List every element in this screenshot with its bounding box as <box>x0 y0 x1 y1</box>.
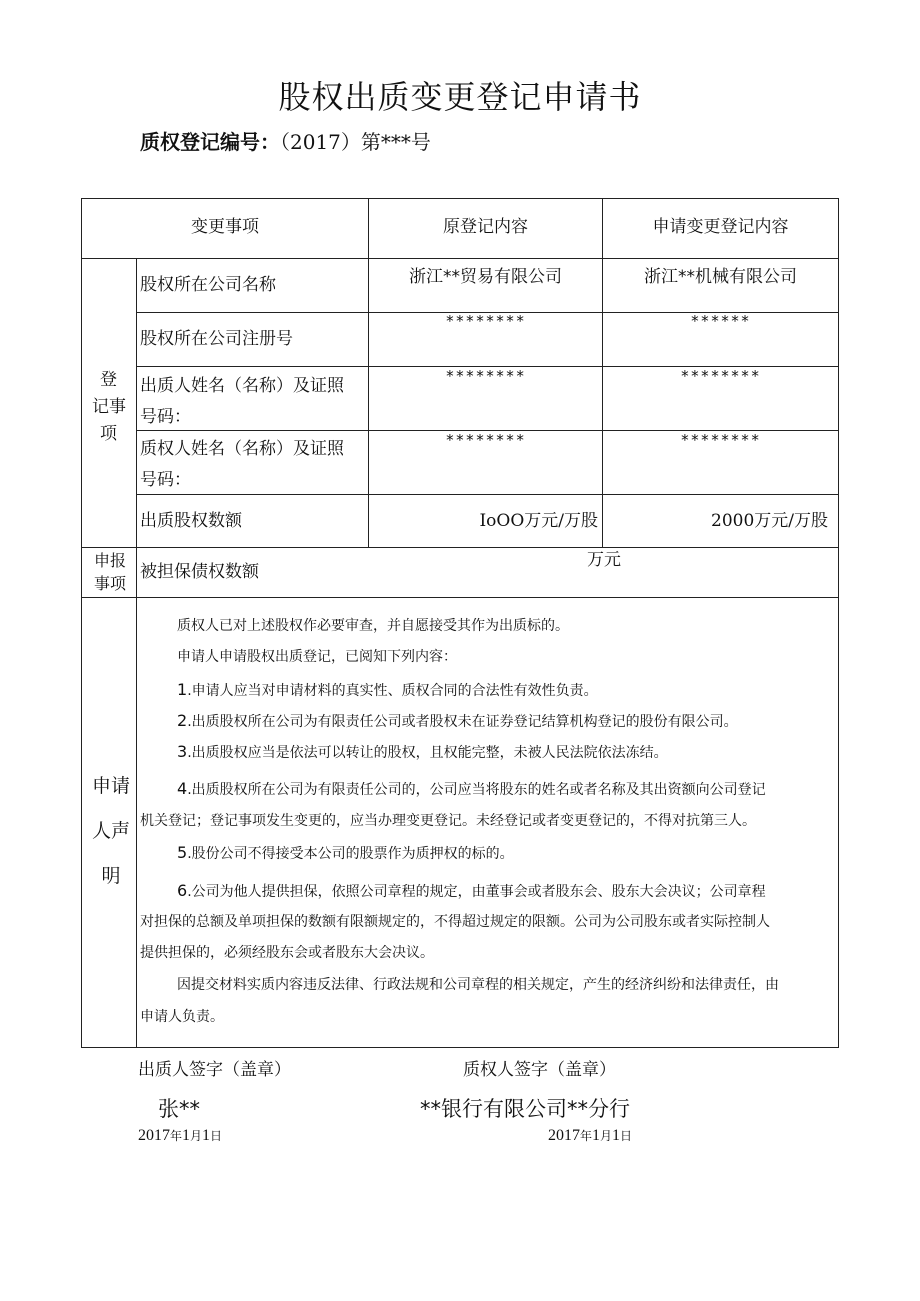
declaration-item-4-cont: 机关登记；登记事项发生变更的，应当办理变更登记。未经登记或者变更登记的，不得对抗第三人。 <box>140 813 756 829</box>
declaration-item-5: 5.股份公司不得接受本公司的股票作为质押权的标的。 <box>177 843 514 862</box>
declaration-item-3: 3.出质股权应当是依法可以转让的股权，且权能完整，未被人民法院依法冻结。 <box>177 742 668 761</box>
declaration-item-6: 6.公司为他人提供担保，依照公司章程的规定，由董事会或者股东会、股东大会决议；公司章程 <box>177 881 766 900</box>
row-pledged-amount-change: 2000万元/万股 <box>711 511 828 531</box>
declaration-item-6-cont-2: 提供担保的，必须经股东会或者股东大会决议。 <box>140 945 434 961</box>
declaration-item-2: 2.出质股权所在公司为有限责任公司或者股权未在证券登记结算机构登记的股份有限公司。 <box>177 711 738 730</box>
row-pledged-amount-label: 出质股权数额 <box>140 511 242 531</box>
row-company-name-original: 浙江**贸易有限公司 <box>409 267 562 287</box>
declaration-intro-1: 质权人已对上述股权作必要审查，并自愿接受其作为出质标的。 <box>177 618 569 634</box>
declaration-item-6-cont-1: 对担保的总额及单项担保的数额有限额规定的，不得超过规定的限额。公司为公司股东或者实际控制人 <box>140 914 770 930</box>
row-pledgor-id-label-line1: 出质人姓名（名称）及证照 <box>140 376 344 396</box>
row-registration-no-label: 股权所在公司注册号 <box>140 329 293 349</box>
row-pledgor-id-label-line2: 号码： <box>140 407 191 427</box>
declaration-item-4: 4.出质股权所在公司为有限责任公司的，公司应当将股东的姓名或者名称及其出资额向公司登记 <box>177 779 766 798</box>
declaration-item-1: 1.申请人应当对申请材料的真实性、质权合同的合法性有效性负责。 <box>177 680 598 699</box>
header-change-item: 变更事项 <box>191 217 259 237</box>
pledgor-name: 张** <box>158 1097 200 1121</box>
row-secured-debt-label: 被担保债权数额 <box>140 562 259 582</box>
row-pledgee-id-label <box>140 434 344 496</box>
pledgor-signature-label: 出质人签字（盖章） <box>138 1060 291 1080</box>
group-declare-items: 申报 事项 <box>93 551 126 593</box>
pledgee-name: **银行有限公司**分行 <box>420 1097 630 1121</box>
row-registration-no-original: ******** <box>445 312 526 330</box>
row-pledgee-id-change: ******** <box>680 431 761 449</box>
row-secured-debt-value: 万元 <box>587 550 621 570</box>
row-pledged-amount-original: IoOO万元/万股 <box>479 511 598 531</box>
row-pledgor-id-label <box>140 371 344 433</box>
declaration-intro-2: 申请人申请股权出质登记，已阅知下列内容： <box>177 649 457 665</box>
pledgee-signature-label: 质权人签字（盖章） <box>463 1060 616 1080</box>
row-pledgor-id-original: ******** <box>445 367 526 385</box>
declaration-closing: 因提交材料实质内容违反法律、行政法规和公司章程的相关规定，产生的经济纠纷和法律责任，由 <box>177 977 779 993</box>
row-pledgee-id-label-line2: 号码： <box>140 470 191 490</box>
header-change-content: 申请变更登记内容 <box>652 217 789 237</box>
group-registration-items: 登 记事 项 <box>92 370 126 444</box>
header-original-content: 原登记内容 <box>443 217 528 237</box>
row-company-name-change: 浙江**机械有限公司 <box>644 267 797 287</box>
registration-number <box>140 126 431 155</box>
registration-number-value: （2017）第***号 <box>280 130 431 154</box>
row-company-name-label: 股权所在公司名称 <box>140 275 276 295</box>
pledgor-date: 2017年1月1日 <box>138 1127 223 1144</box>
group-applicant-declaration: 申请 人声 明 <box>91 775 130 887</box>
row-pledgor-id-change: ******** <box>680 367 761 385</box>
row-pledgee-id-original: ******** <box>445 431 526 449</box>
row-registration-no-change: ****** <box>690 312 751 330</box>
page-title: 股权出质变更登记申请书 <box>278 78 642 116</box>
row-pledgee-id-label-line1: 质权人姓名（名称）及证照 <box>140 439 344 459</box>
registration-number-label: 质权登记编号： <box>140 130 280 154</box>
declaration-closing-cont: 申请人负责。 <box>140 1009 224 1025</box>
pledgee-date: 2017年1月1日 <box>548 1127 633 1144</box>
